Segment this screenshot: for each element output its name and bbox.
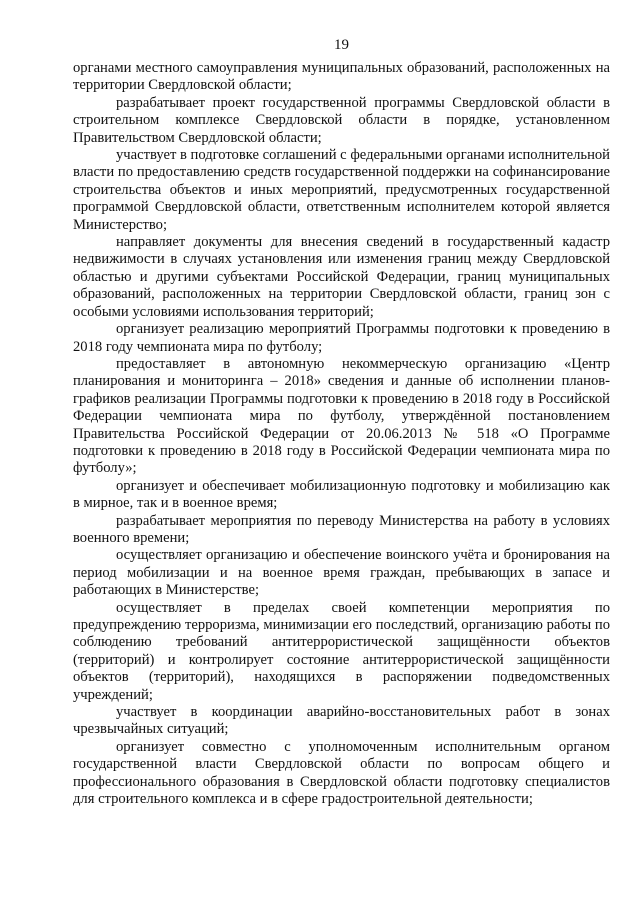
paragraph: разрабатывает мероприятия по переводу Министерства на работу в условиях военного времени; [73, 512, 610, 546]
paragraph: направляет документы для внесения сведений в государственный кадастр недвижимости в случаях установления или изменения границ между Свердловской областью и другими субъектами Российской Федерации, границ муниципальных образований, расположенных на территории Свердловской области, границ зон с особыми условиями использования территорий; [73, 234, 610, 320]
paragraph: организует и обеспечивает мобилизационную подготовку и мобилизацию как в мирное, так и в военное время; [73, 477, 610, 512]
paragraph-continuation: органами местного самоуправления муниципальных образований, расположенных на территории Свердловской области; [73, 60, 610, 94]
paragraph: осуществляет организацию и обеспечение воинского учёта и бронирования на период мобилизации и на военное время граждан, пребывающих в запасе и работающих в Министерстве; [73, 547, 610, 599]
paragraph: участвует в координации аварийно-восстановительных работ в зонах чрезвычайных ситуаций; [73, 704, 610, 738]
paragraph: предоставляет в автономную некоммерческую организацию «Центр планирования и мониторинга – 2018» сведения и данные об исполнении планов-графиков реализации Программы подготовки к проведению в 2018 году в Российской Федерации чемпионата мира по футболу, утверждённой постановлением Правительства Российской Федерации от 20.06.2013 № 518 «О Программе подготовки к проведению в 2018 году в Российской Федерации чемпионата мира по футболу»; [73, 355, 610, 477]
paragraph: участвует в подготовке соглашений с федеральными органами исполнительной власти по предоставлению средств государственной поддержки на софинансирование строительства объектов и иных мероприятий, предусмотренных государственной программой Свердловской области, ответственным исполнителем которой является Министерство; [73, 147, 610, 233]
paragraph: разрабатывает проект государственной программы Свердловской области в строительном комплексе Свердловской области в порядке, установленном Правительством Свердловской области; [73, 94, 610, 146]
paragraph: организует реализацию мероприятий Программы подготовки к проведению в 2018 году чемпионата мира по футболу; [73, 321, 610, 355]
paragraph: осуществляет в пределах своей компетенции мероприятия по предупреждению терроризма, минимизации его последствий, организацию работы по соблюдению требований антитеррористической защищённости объектов (территорий) и контролирует состояние антитеррористической защищённости объектов (территорий), находящихся в распоряжении подведомственных учреждений; [73, 599, 610, 703]
page-number: 19 [334, 37, 349, 53]
paragraph: организует совместно с уполномоченным исполнительным органом государственной власти Свердловской области по вопросам общего и профессионального образования в Свердловской области подготовку специалистов для строительного комплекса и в сфере градостроительной деятельности; [73, 738, 610, 808]
